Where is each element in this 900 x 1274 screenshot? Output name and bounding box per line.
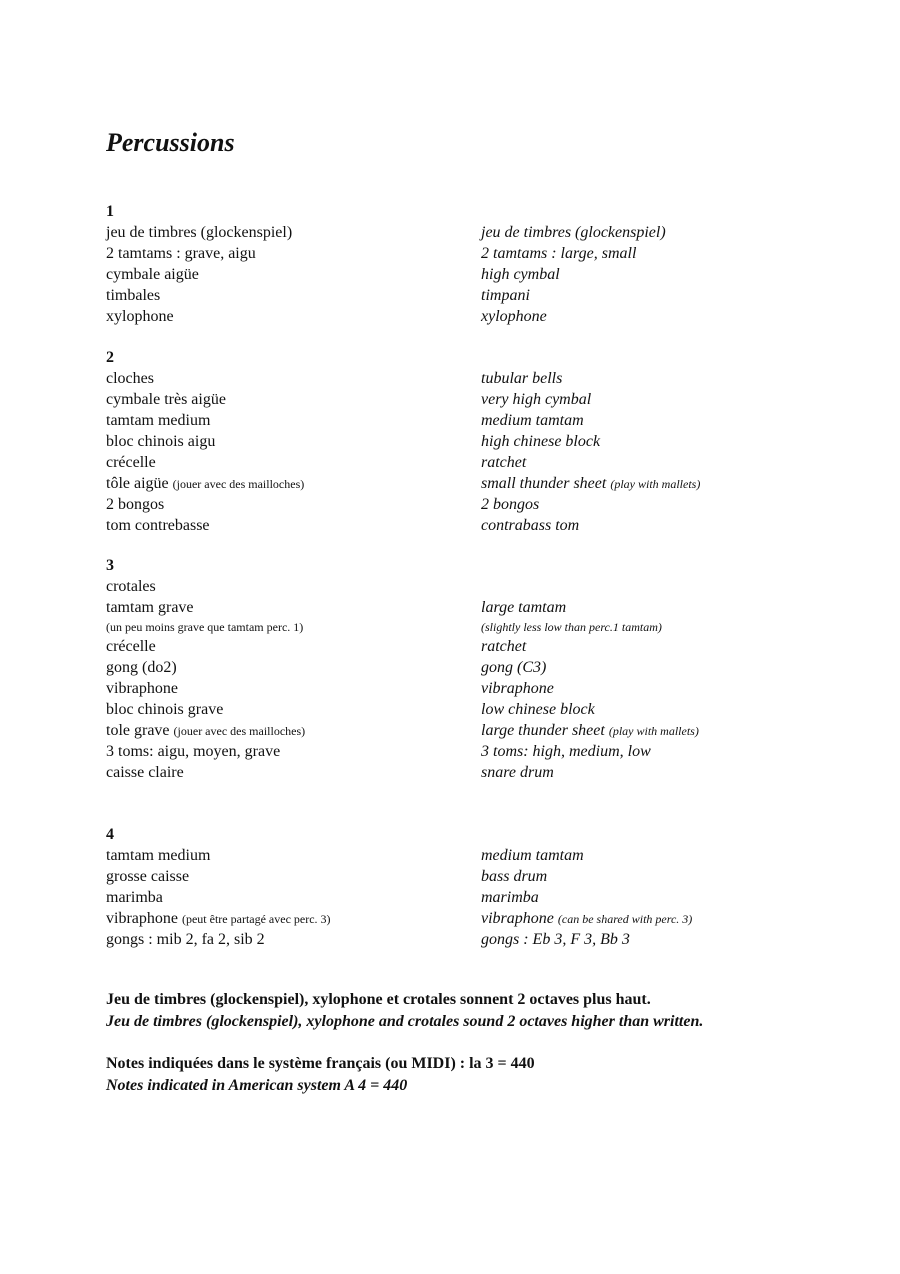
instrument-name: grosse caisse	[106, 868, 190, 885]
instrument-en	[481, 699, 595, 720]
octave-note-en: Jeu de timbres (glockenspiel), xylophone and crotales sound 2 octaves higher than written.	[106, 1013, 704, 1030]
instrument-name: tole grave	[106, 722, 170, 739]
instrument-fr	[106, 410, 210, 431]
instrument-name: gongs : Eb 3, F 3, Bb 3	[481, 931, 630, 948]
section-number: 2	[106, 349, 114, 366]
instrument-name: marimba	[481, 889, 539, 906]
instrument-row	[106, 410, 866, 431]
instrument-name: marimba	[106, 889, 163, 906]
instrument-row	[106, 243, 866, 264]
instrument-note: (play with mallets)	[610, 477, 701, 491]
instrument-name: 3 toms: aigu, moyen, grave	[106, 743, 281, 760]
instrument-en	[481, 243, 636, 264]
instrument-row	[106, 494, 866, 515]
instrument-name: cymbale très aigüe	[106, 391, 226, 408]
instrument-en	[481, 887, 539, 908]
instrument-fr	[106, 618, 303, 636]
instrument-name: very high cymbal	[481, 391, 592, 408]
instrument-row	[106, 306, 866, 327]
instrument-name: cymbale aigüe	[106, 266, 199, 283]
instrument-note: (jouer avec des mailloches)	[173, 724, 306, 738]
instrument-name: medium tamtam	[481, 847, 584, 864]
instrument-en	[481, 597, 566, 618]
instrument-row	[106, 597, 866, 618]
instrument-name: high chinese block	[481, 433, 601, 450]
section-4	[106, 824, 866, 950]
instrument-name: jeu de timbres (glockenspiel)	[106, 224, 293, 241]
instrument-note: (jouer avec des mailloches)	[172, 477, 305, 491]
instrument-row	[106, 929, 866, 950]
instrument-row	[106, 368, 866, 389]
instrument-fr	[106, 368, 154, 389]
instrument-en	[481, 306, 547, 327]
instrument-fr	[106, 576, 156, 597]
instrument-name: timpani	[481, 287, 530, 304]
instrument-fr	[106, 431, 215, 452]
instrument-name: 2 tamtams : large, small	[481, 245, 637, 262]
instrument-fr	[106, 515, 210, 536]
instrument-row	[106, 657, 866, 678]
instrument-row	[106, 741, 866, 762]
instrument-row	[106, 431, 866, 452]
instrument-name: tamtam medium	[106, 412, 211, 429]
instrument-en	[481, 389, 591, 410]
section-2	[106, 347, 866, 536]
instrument-name: gongs : mib 2, fa 2, sib 2	[106, 931, 265, 948]
instrument-fr	[106, 306, 174, 327]
instrument-name: gong (C3)	[481, 659, 547, 676]
footer-pitch-note	[106, 1053, 866, 1097]
section-number: 3	[106, 557, 114, 574]
instrument-row	[106, 887, 866, 908]
instrument-fr	[106, 845, 210, 866]
instrument-fr	[106, 908, 331, 930]
instrument-name: tom contrebasse	[106, 517, 210, 534]
instrument-name: large tamtam	[481, 599, 567, 616]
instrument-row	[106, 866, 866, 887]
instrument-name: 2 tamtams : grave, aigu	[106, 245, 256, 262]
instrument-row	[106, 636, 866, 657]
instrument-en	[481, 908, 692, 930]
instrument-name: 2 bongos	[481, 496, 540, 513]
instrument-row	[106, 264, 866, 285]
instrument-name: ratchet	[481, 454, 527, 471]
instrument-fr	[106, 494, 164, 515]
instrument-row	[106, 699, 866, 720]
instrument-name: high cymbal	[481, 266, 560, 283]
instrument-name: jeu de timbres (glockenspiel)	[481, 224, 666, 241]
instrument-en	[481, 657, 546, 678]
instrument-fr	[106, 285, 160, 306]
instrument-name: bloc chinois aigu	[106, 433, 216, 450]
instrument-name: bloc chinois grave	[106, 701, 224, 718]
instrument-name: crécelle	[106, 454, 156, 471]
section-number: 4	[106, 826, 114, 843]
instrument-fr	[106, 473, 304, 495]
instrument-en	[481, 264, 560, 285]
instrument-name: xylophone	[106, 308, 174, 325]
instrument-fr	[106, 762, 184, 783]
section-3	[106, 555, 866, 783]
instrument-en	[481, 285, 530, 306]
instrument-en	[481, 762, 554, 783]
instrument-en	[481, 410, 584, 431]
instrument-name: snare drum	[481, 764, 554, 781]
instrument-name: crotales	[106, 578, 156, 595]
instrument-en	[481, 678, 554, 699]
instrument-row	[106, 908, 866, 929]
instrument-fr	[106, 699, 223, 720]
instrument-fr	[106, 264, 199, 285]
instrument-name: contrabass tom	[481, 517, 580, 534]
instrument-name: timbales	[106, 287, 161, 304]
footer-octave-note	[106, 989, 866, 1033]
instrument-name: low chinese block	[481, 701, 595, 718]
page-title: Percussions	[106, 128, 235, 157]
instrument-name: large thunder sheet	[481, 722, 605, 739]
instrument-name: vibraphone	[106, 680, 178, 697]
instrument-row	[106, 515, 866, 536]
instrument-row	[106, 845, 866, 866]
instrument-name: gong (do2)	[106, 659, 177, 676]
pitch-note-en: Notes indicated in American system A 4 = 440	[106, 1077, 408, 1094]
instrument-en	[481, 473, 700, 495]
instrument-fr	[106, 243, 256, 264]
instrument-row	[106, 720, 866, 741]
instrument-name: vibraphone	[481, 680, 554, 697]
instrument-row	[106, 222, 866, 243]
instrument-row	[106, 389, 866, 410]
instrument-row	[106, 473, 866, 494]
instrument-fr	[106, 597, 194, 618]
instrument-row	[106, 678, 866, 699]
instrument-name: bass drum	[481, 868, 548, 885]
octave-note-fr: Jeu de timbres (glockenspiel), xylophone et crotales sonnent 2 octaves plus haut.	[106, 991, 651, 1008]
instrument-name: tubular bells	[481, 370, 563, 387]
instrument-fr	[106, 929, 265, 950]
instrument-name: vibraphone	[106, 910, 178, 927]
instrument-en	[481, 929, 630, 950]
instrument-fr	[106, 222, 292, 243]
section-1	[106, 201, 866, 327]
instrument-name: caisse claire	[106, 764, 184, 781]
section-number: 1	[106, 203, 114, 220]
instrument-fr	[106, 866, 189, 887]
instrument-name: cloches	[106, 370, 154, 387]
instrument-en	[481, 431, 600, 452]
instrument-en	[481, 636, 526, 657]
instrument-en	[481, 866, 547, 887]
instrument-name: small thunder sheet	[481, 475, 607, 492]
instrument-name: tamtam grave	[106, 599, 194, 616]
instrument-fr	[106, 452, 156, 473]
instrument-en	[481, 618, 662, 636]
instrument-row	[106, 618, 866, 636]
instrument-row	[106, 576, 866, 597]
instrument-name: ratchet	[481, 638, 527, 655]
instrument-name: tôle aigüe	[106, 475, 169, 492]
instrument-name: vibraphone	[481, 910, 554, 927]
instrument-note: (peut être partagé avec perc. 3)	[181, 912, 331, 926]
instrument-note: (slightly less low than perc.1 tamtam)	[481, 620, 662, 634]
instrument-en	[481, 845, 584, 866]
instrument-fr	[106, 741, 280, 762]
instrument-name: xylophone	[481, 308, 547, 325]
instrument-name: tamtam medium	[106, 847, 211, 864]
instrument-en	[481, 741, 651, 762]
instrument-fr	[106, 887, 163, 908]
instrument-fr	[106, 636, 156, 657]
instrument-name: crécelle	[106, 638, 156, 655]
instrument-en	[481, 515, 579, 536]
pitch-note-fr: Notes indiquées dans le système français (ou MIDI) : la 3 = 440	[106, 1055, 535, 1072]
instrument-en	[481, 222, 666, 243]
instrument-note: (play with mallets)	[608, 724, 699, 738]
instrument-en	[481, 368, 562, 389]
instrument-en	[481, 720, 699, 742]
instrument-fr	[106, 720, 305, 742]
instrument-row	[106, 452, 866, 473]
instrument-row	[106, 285, 866, 306]
instrument-note: (un peu moins grave que tamtam perc. 1)	[106, 620, 304, 634]
instrument-fr	[106, 389, 226, 410]
instrument-name: 3 toms: high, medium, low	[481, 743, 651, 760]
instrument-name: 2 bongos	[106, 496, 165, 513]
instrument-name: medium tamtam	[481, 412, 584, 429]
instrument-fr	[106, 678, 178, 699]
instrument-fr	[106, 657, 177, 678]
instrument-row	[106, 762, 866, 783]
instrument-note: (can be shared with perc. 3)	[557, 912, 693, 926]
instrument-en	[481, 452, 526, 473]
instrument-en	[481, 494, 539, 515]
